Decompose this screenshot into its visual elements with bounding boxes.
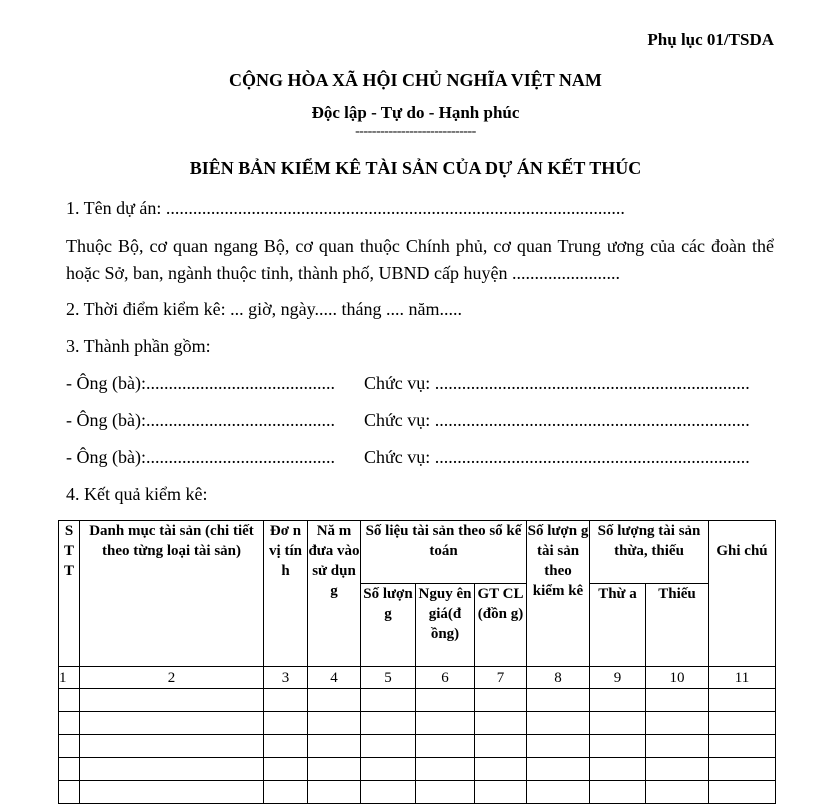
column-number: 7 — [475, 667, 527, 689]
header-book-remaining: GT CL (đồn g) — [475, 584, 527, 667]
header-book-cost: Nguy ên giá(đ ồng) — [416, 584, 475, 667]
header-note: Ghi chú — [709, 521, 776, 667]
header-book-group: Số liệu tài sản theo sổ kế toán — [361, 521, 527, 584]
column-number: 4 — [308, 667, 361, 689]
header-diff-group: Số lượng tài sản thừa, thiếu — [590, 521, 709, 584]
header-unit: Đơ n vị tín h — [264, 521, 308, 667]
header-category: Danh mục tài sản (chi tiết theo từng loại tài sản) — [80, 521, 264, 667]
column-number: 10 — [646, 667, 709, 689]
project-name-line — [66, 198, 625, 219]
results-heading: 4. Kết quả kiểm kê: — [66, 484, 208, 504]
column-number: 5 — [361, 667, 416, 689]
column-number: 1 — [59, 667, 80, 689]
header-year: Nă m đưa vào sử dụn g — [308, 521, 361, 667]
column-number: 9 — [590, 667, 646, 689]
column-number: 3 — [264, 667, 308, 689]
project-name-dots: ...................................................................................................... — [165, 198, 625, 218]
header-surplus: Thừ a — [590, 584, 646, 667]
project-name-label: 1. Tên dự án: — [66, 198, 162, 218]
table-row — [59, 689, 776, 712]
member-position: Chức vụ: ...................................................................... — [364, 447, 750, 467]
member-name: - Ông (bà):.......................................... — [66, 447, 335, 467]
member-row — [66, 373, 750, 394]
inventory-table — [58, 520, 776, 804]
column-number: 6 — [416, 667, 475, 689]
member-row — [66, 447, 750, 468]
table-row — [59, 781, 776, 804]
header-rule: ----------------------------- — [355, 124, 476, 139]
member-position: Chức vụ: ...................................................................... — [364, 410, 750, 430]
member-name: - Ông (bà):.......................................... — [66, 373, 335, 393]
table-row — [59, 735, 776, 758]
header-actual-qty: Số lượn g tài sản theo kiểm kê — [527, 521, 590, 667]
agency-paragraph: Thuộc Bộ, cơ quan ngang Bộ, cơ quan thuộc Chính phủ, cơ quan Trung ương của các đoàn thể hoặc Sở, ban, ngành thuộc tỉnh, thành phố, UBND cấp huyện ........................ — [66, 236, 774, 283]
table-row — [59, 712, 776, 735]
header-shortage: Thiếu — [646, 584, 709, 667]
column-number: 11 — [709, 667, 776, 689]
member-name: - Ông (bà):.......................................... — [66, 410, 335, 430]
column-number: 8 — [527, 667, 590, 689]
appendix-label: Phụ lục 01/TSDA — [647, 30, 774, 49]
inventory-time: 2. Thời điểm kiểm kê: ... giờ, ngày..... tháng .... năm..... — [66, 299, 462, 319]
column-number-row — [59, 667, 776, 689]
member-row — [66, 410, 750, 431]
document-title: BIÊN BẢN KIỂM KÊ TÀI SẢN CỦA DỰ ÁN KẾT THÚC — [189, 158, 642, 178]
column-number: 2 — [80, 667, 264, 689]
members-heading: 3. Thành phần gồm: — [66, 336, 211, 356]
member-position: Chức vụ: ...................................................................... — [364, 373, 750, 393]
header-stt: S T T — [59, 521, 80, 667]
national-motto: Độc lập - Tự do - Hạnh phúc — [311, 103, 520, 122]
header-book-qty: Số lượn g — [361, 584, 416, 667]
country-name: CỘNG HÒA XÃ HỘI CHỦ NGHĨA VIỆT NAM — [229, 70, 602, 90]
table-row — [59, 758, 776, 781]
